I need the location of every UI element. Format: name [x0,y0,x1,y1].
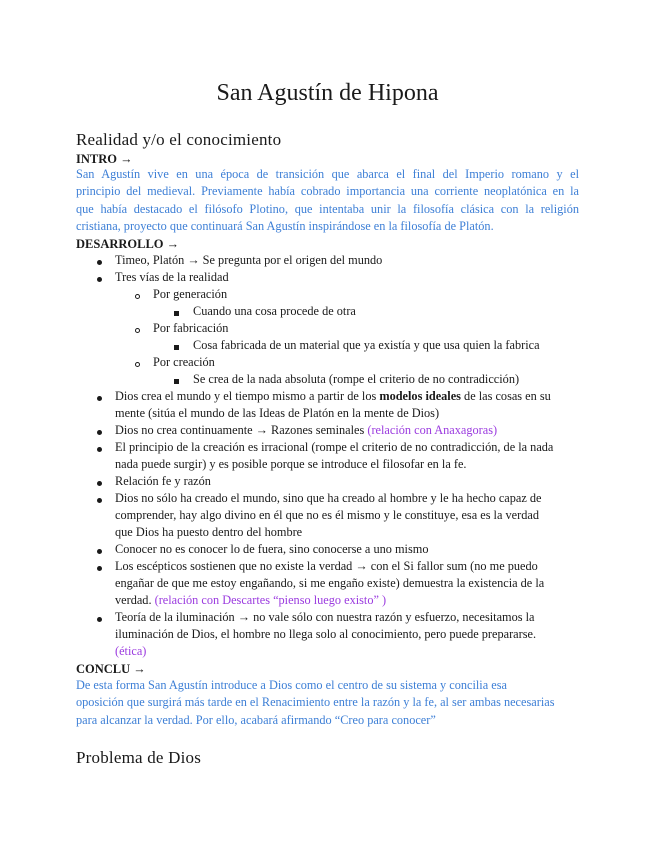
conclu-paragraph [76,677,579,729]
intro-label: INTRO → [76,152,133,166]
conclu-line: para alcanzar la verdad. Por ello, acabará afirmando “Creo para conocer” [76,712,436,727]
bullet-circle-icon [135,328,140,333]
bullet-dot-icon [97,447,102,452]
intro-paragraph [76,166,579,235]
note-text: (relación con Descartes “pienso luego existo” ) [154,593,387,607]
sub-sub-bullet-creacion: Se crea de la nada absoluta (rompe el criterio de no contradicción) [193,372,520,386]
bullet-text: verdad. [115,593,155,607]
bullet-text: Dios no crea continuamente → Razones seminales [115,423,368,437]
bullet-hombre: Dios no sólo ha creado el mundo, sino que ha creado al hombre y le ha hecho capaz de [115,491,542,505]
bullet-escepticos-cont [115,592,386,609]
intro-line: que había destacado el filósofo Plotino, que intentaba unir la filosofía clásica con la religión [76,201,579,216]
bullet-tres-vias: Tres vías de la realidad [115,270,229,284]
bullet-dios-crea [115,388,551,405]
bullet-iluminacion-cont: iluminación de Dios, el hombre no llega solo al conocimiento, pero puede prepararse. [115,627,537,641]
section-heading-problema-dios: Problema de Dios [76,748,202,767]
bold-text: modelos ideales [379,389,461,403]
intro-line: principio del medieval. Previamente había cobrado importancia una corriente neoplatónica en la [76,184,579,199]
bullet-timeo: Timeo, Platón → Se pregunta por el origen del mundo [115,253,383,267]
sub-bullet-creacion: Por creación [153,355,215,369]
bullet-dios-crea-cont: mente (sitúa el mundo de las Ideas de Platón en la mente de Dios) [115,406,440,420]
sub-sub-bullet-generacion: Cuando una cosa procede de otra [193,304,356,318]
bullet-dot-icon [97,260,102,265]
bullet-fe-razon: Relación fe y razón [115,474,211,488]
bullet-text: Dios crea el mundo y el tiempo mismo a partir de los [115,389,380,403]
bullet-principio-creacion-cont: nada puede surgir) y es posible porque se introduce el filosofar en la fe. [115,457,467,471]
conclu-label: CONCLU → [76,662,146,676]
desarrollo-label: DESARROLLO → [76,237,180,251]
bullet-dot-icon [97,549,102,554]
bullet-hombre-cont: que Dios ha puesto dentro del hombre [115,525,303,539]
bullet-square-icon [174,311,179,316]
bullet-dot-icon [97,481,102,486]
conclu-line: De esta forma San Agustín introduce a Dios como el centro de su sistema y concilia esa [76,678,507,692]
bullet-circle-icon [135,362,140,367]
sub-sub-bullet-fabricacion: Cosa fabricada de un material que ya existía y que usa quien la fabrica [193,338,540,352]
bullet-hombre-cont: comprender, hay algo divino en él que no es él mismo y le constituye, esa es la verdad [115,508,539,522]
bullet-escepticos: Los escépticos sostienen que no existe la verdad → con el Si fallor sum (no me puedo [115,559,538,573]
intro-line: cristiana, proyecto que continuará San Agustín inspirándose en la filosofía de Platón. [76,218,494,233]
bullet-circle-icon [135,294,140,299]
bullet-square-icon [174,379,179,384]
bullet-dot-icon [97,277,102,282]
intro-line: San Agustín vive en una época de transición que abarca el final del Imperio romano y el [76,167,579,181]
sub-bullet-fabricacion: Por fabricación [153,321,229,335]
bullet-dot-icon [97,396,102,401]
note-text: (relación con Anaxagoras) [367,423,498,437]
conclu-line: oposición que surgirá más tarde en el Renacimiento entre la razón y la fe, al ser ambas necesarias [76,695,555,710]
bullet-text: de las cosas en su [460,389,551,403]
section-heading-realidad: Realidad y/o el conocimiento [76,130,282,149]
sub-bullet-generacion: Por generación [153,287,228,301]
bullet-iluminacion: Teoría de la iluminación → no vale sólo con nuestra razón y esfuerzo, necesitamos la [115,610,535,624]
bullet-dot-icon [97,617,102,622]
note-text: (ética) [115,644,147,658]
bullet-square-icon [174,345,179,350]
bullet-dot-icon [97,430,102,435]
bullet-razones-seminales [115,422,497,439]
bullet-dot-icon [97,566,102,571]
bullet-escepticos-cont: engañar de que me estoy engañando, si me engaño existe) demuestra la existencia de la [115,576,545,590]
page-title: San Agustín de Hipona [216,80,439,106]
bullet-principio-creacion: El principio de la creación es irracional (rompe el criterio de no contradicción, de la nada [115,440,554,454]
bullet-dot-icon [97,498,102,503]
bullet-conocer: Conocer no es conocer lo de fuera, sino conocerse a uno mismo [115,542,429,556]
